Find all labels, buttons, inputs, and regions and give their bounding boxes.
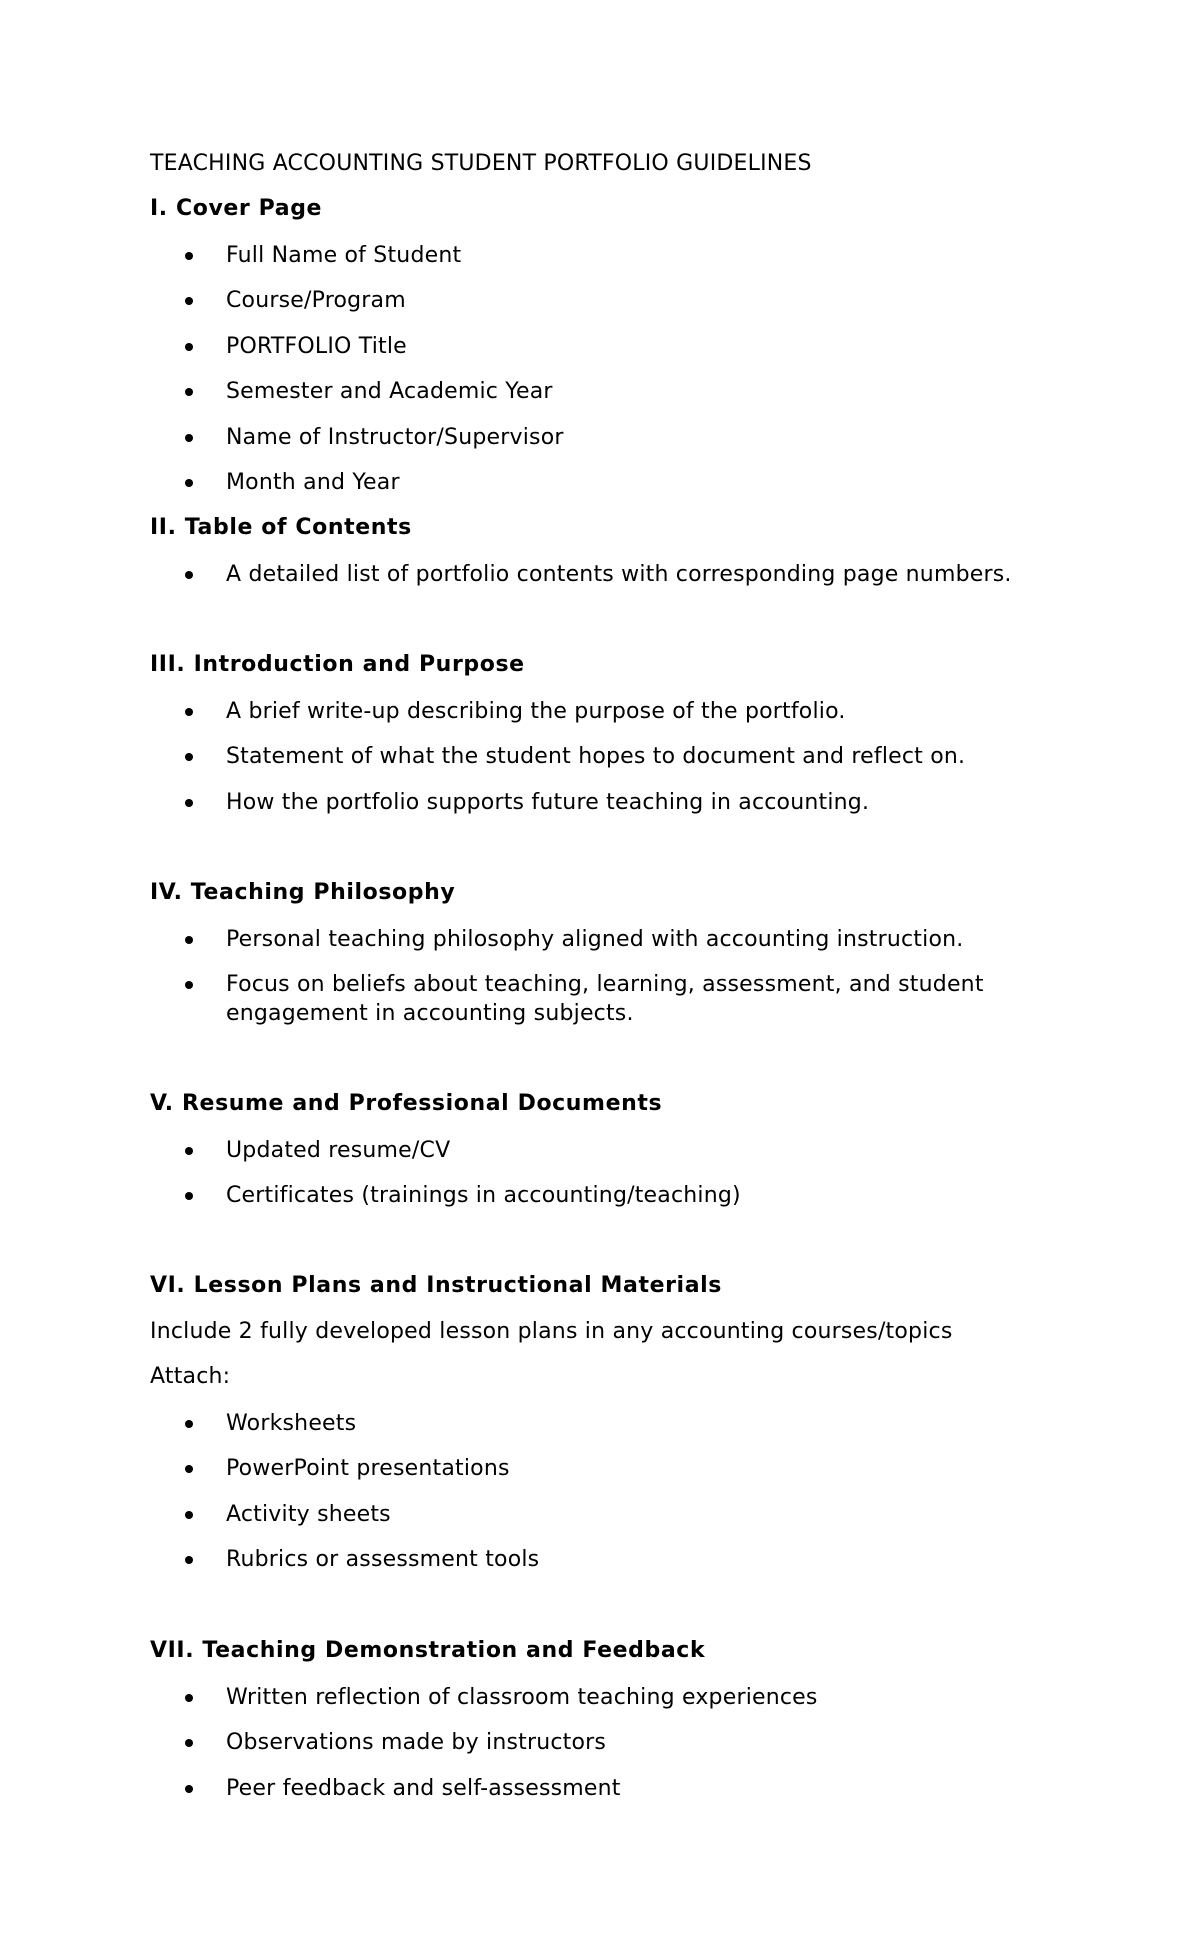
list-item: PORTFOLIO Title [226, 334, 407, 359]
list-item: Certificates (trainings in accounting/teaching) [226, 1183, 741, 1208]
bullet-icon [183, 1190, 195, 1202]
list-item: Semester and Academic Year [226, 379, 553, 404]
list-item: Activity sheets [226, 1502, 391, 1527]
bullet-icon [183, 341, 195, 353]
section-paragraph: Include 2 fully developed lesson plans in any accounting courses/topics [150, 1319, 953, 1344]
bullet-icon [183, 569, 195, 581]
bullet-icon [183, 1418, 195, 1430]
bullet-icon [183, 706, 195, 718]
list-item: Updated resume/CV [226, 1138, 451, 1163]
list-item: Course/Program [226, 288, 406, 313]
bullet-icon [183, 386, 195, 398]
list-item: Personal teaching philosophy aligned with accounting instruction. [226, 927, 964, 952]
section-paragraph: Attach: [150, 1364, 231, 1389]
list-item: Full Name of Student [226, 243, 462, 268]
list-item: A detailed list of portfolio contents with corresponding page numbers. [226, 562, 1012, 587]
document-title: TEACHING ACCOUNTING STUDENT PORTFOLIO GUIDELINES [150, 151, 812, 176]
section-heading-teaching-demonstration: VII. Teaching Demonstration and Feedback [150, 1638, 706, 1663]
list-item: A brief write-up describing the purpose of the portfolio. [226, 699, 846, 724]
bullet-icon [183, 1783, 195, 1795]
bullet-icon [183, 477, 195, 489]
section-heading-lesson-plans: VI. Lesson Plans and Instructional Materials [150, 1273, 722, 1298]
list-item-continuation: engagement in accounting subjects. [226, 1001, 634, 1026]
list-item: Written reflection of classroom teaching experiences [226, 1685, 818, 1710]
list-item: Observations made by instructors [226, 1730, 607, 1755]
list-item: Peer feedback and self-assessment [226, 1776, 621, 1801]
bullet-icon [183, 432, 195, 444]
list-item: Focus on beliefs about teaching, learning, assessment, and student [226, 972, 984, 997]
bullet-icon [183, 1145, 195, 1157]
list-item: Month and Year [226, 470, 400, 495]
section-heading-cover-page: I. Cover Page [150, 196, 323, 221]
section-heading-introduction-and-purpose: III. Introduction and Purpose [150, 652, 525, 677]
bullet-icon [183, 1737, 195, 1749]
section-heading-resume-and-professional-documents: V. Resume and Professional Documents [150, 1091, 663, 1116]
bullet-icon [183, 1692, 195, 1704]
list-item: Name of Instructor/Supervisor [226, 425, 564, 450]
bullet-icon [183, 1463, 195, 1475]
section-heading-teaching-philosophy: IV. Teaching Philosophy [150, 880, 456, 905]
bullet-icon [183, 295, 195, 307]
bullet-icon [183, 1554, 195, 1566]
list-item: Statement of what the student hopes to document and reflect on. [226, 744, 966, 769]
bullet-icon [183, 934, 195, 946]
bullet-icon [183, 250, 195, 262]
bullet-icon [183, 751, 195, 763]
bullet-icon [183, 979, 195, 991]
list-item: PowerPoint presentations [226, 1456, 510, 1481]
bullet-icon [183, 1509, 195, 1521]
bullet-icon [183, 797, 195, 809]
section-heading-table-of-contents: II. Table of Contents [150, 515, 412, 540]
list-item: Worksheets [226, 1411, 357, 1436]
list-item: Rubrics or assessment tools [226, 1547, 540, 1572]
list-item: How the portfolio supports future teaching in accounting. [226, 790, 870, 815]
